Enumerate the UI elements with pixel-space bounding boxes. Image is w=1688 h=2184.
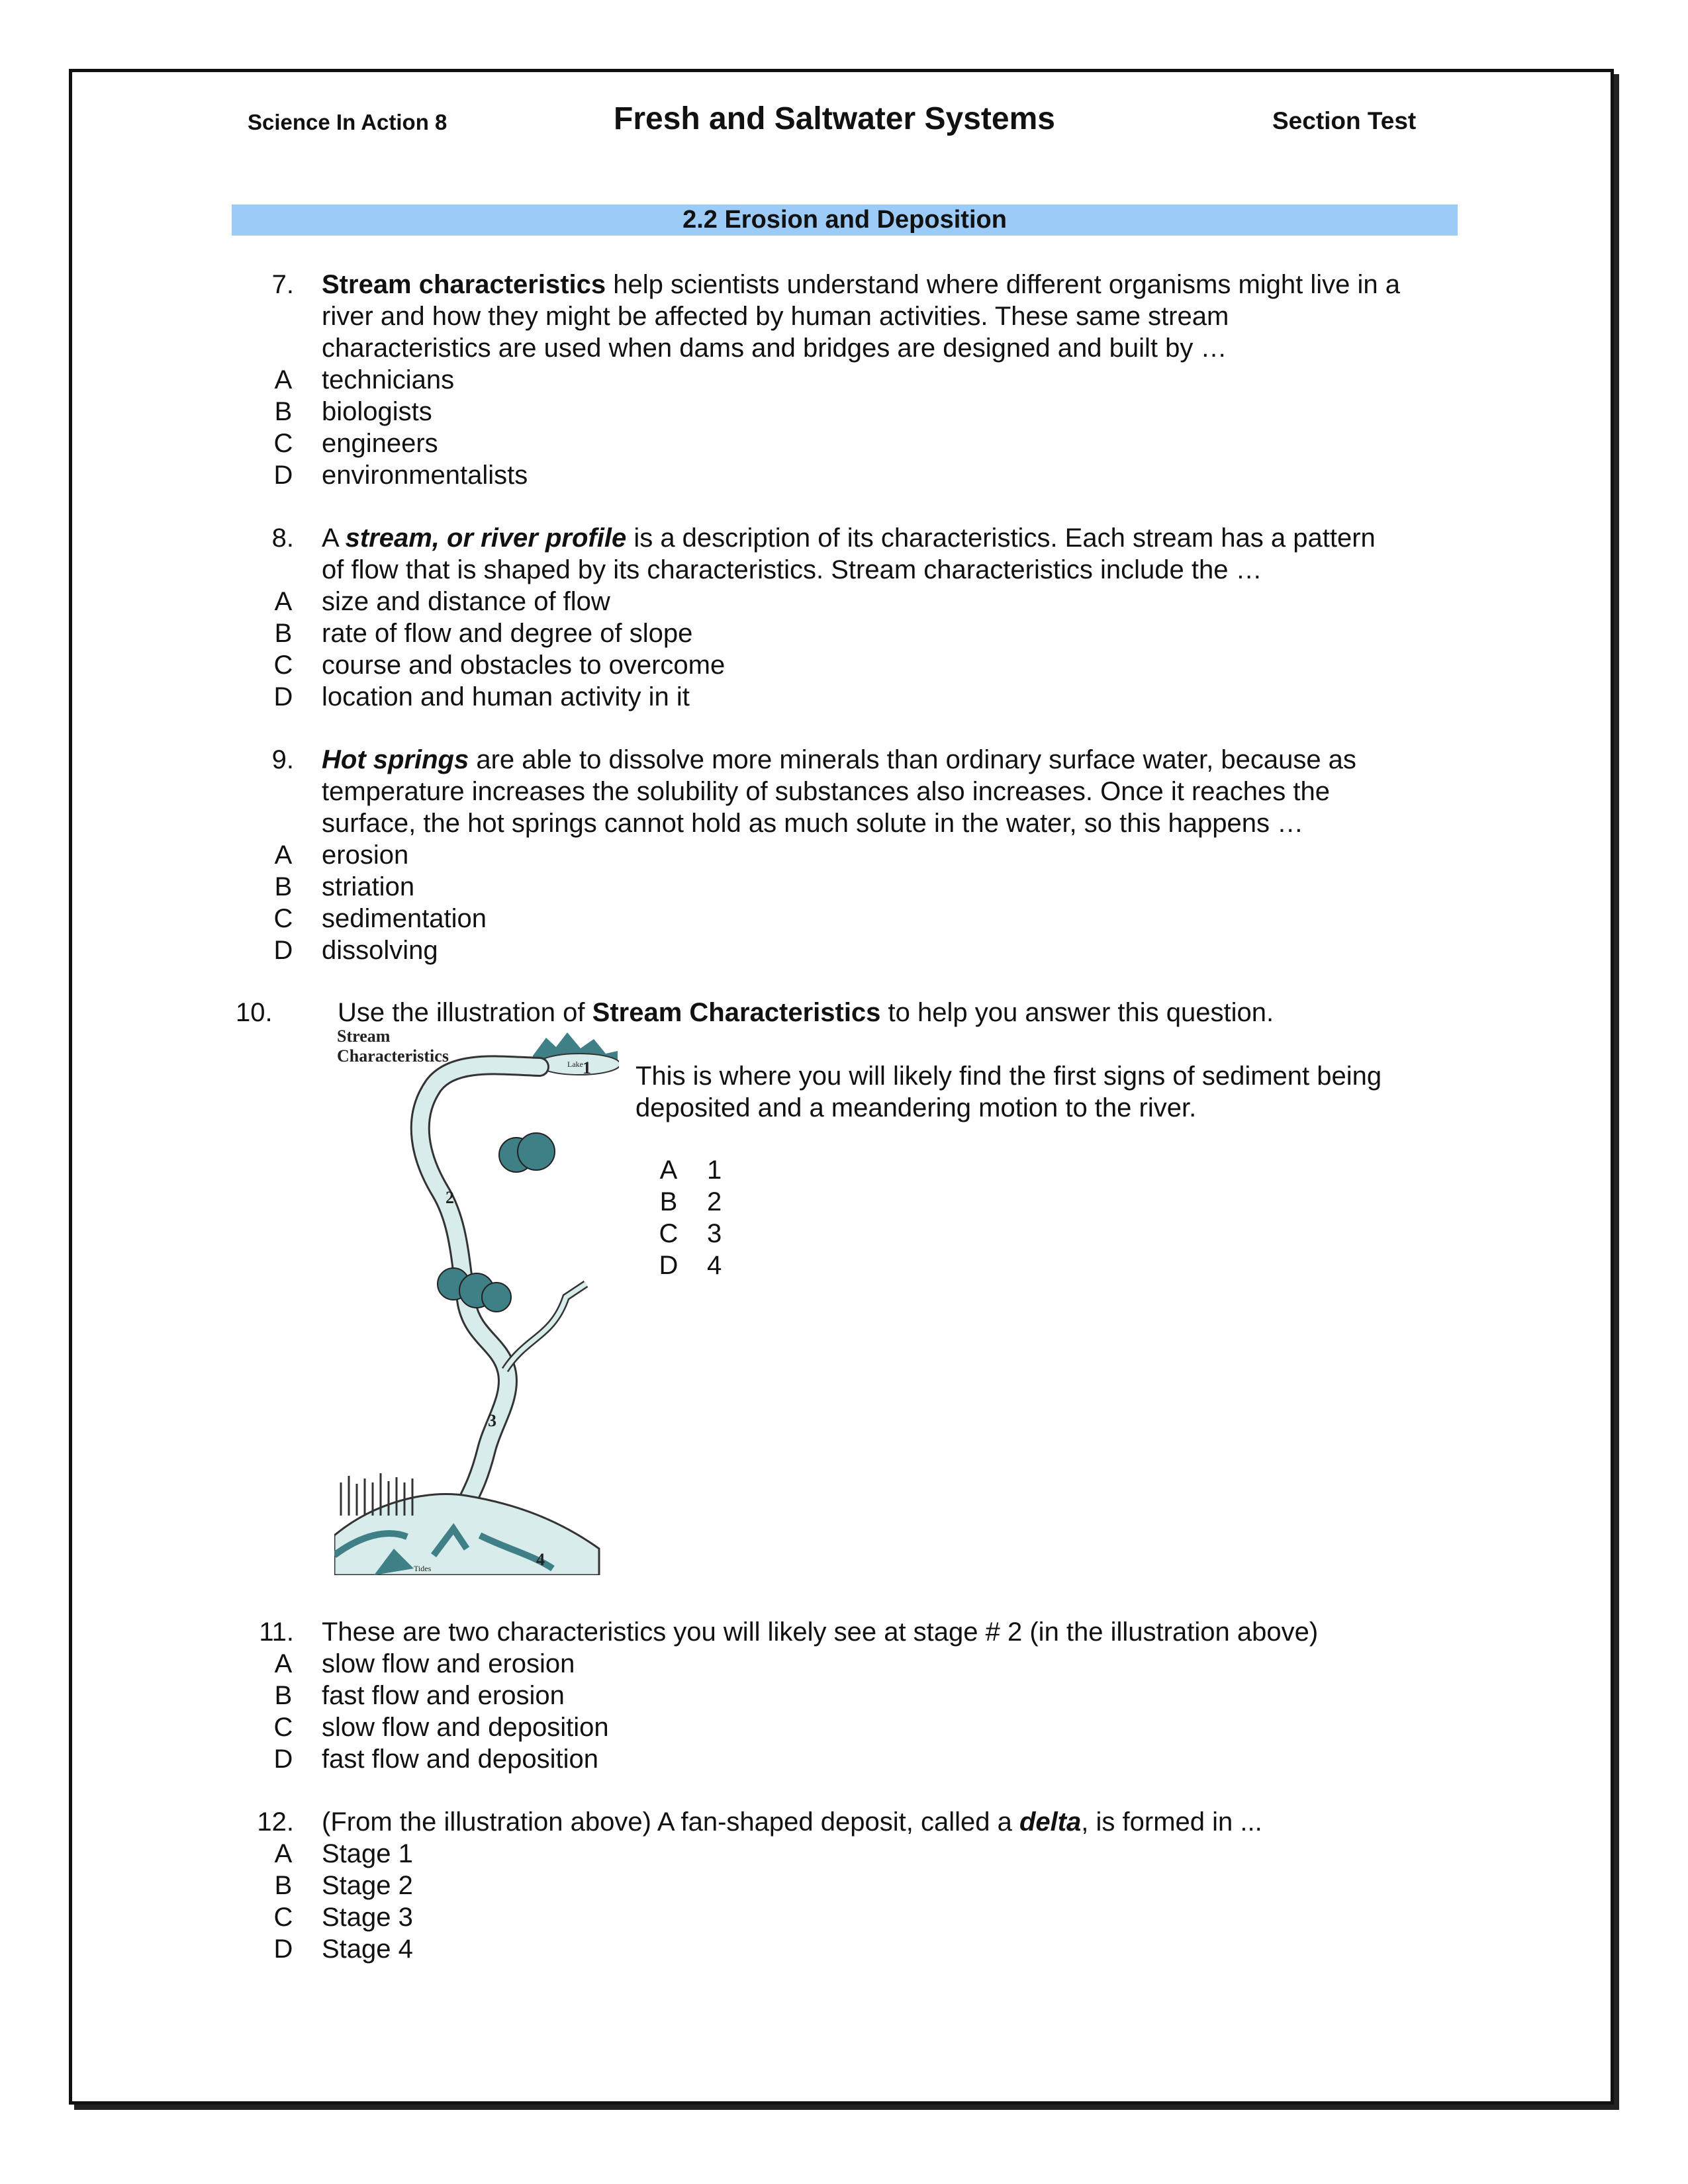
option-letter: C [273,1713,293,1742]
option-letter: C [273,429,293,458]
question-text: temperature increases the solubility of substances also increases. Once it reaches the [322,777,1331,806]
question-text: is a description of its characteristics. Each stream has a pattern [626,523,1376,553]
figure-title: Stream [337,1026,391,1046]
option-text[interactable]: rate of flow and degree of slope [322,619,693,648]
test-type: Section Test [1272,107,1417,134]
option-text[interactable]: Stage 3 [322,1903,413,1932]
option-letter: A [274,841,293,870]
option-letter: C [273,904,293,933]
option-letter: C [273,651,293,680]
option-letter: D [273,682,293,711]
option-text[interactable]: biologists [322,397,432,426]
question-text: to help you answer this question. [880,998,1274,1027]
option-letter: C [659,1219,679,1248]
option-text[interactable]: erosion [322,841,409,870]
option-letter: C [273,1903,293,1932]
option-letter: B [274,872,293,901]
option-text[interactable]: striation [322,872,415,901]
question-keyword: stream, or river profile [345,523,627,553]
option-text[interactable]: fast flow and erosion [322,1681,565,1710]
option-text[interactable]: size and distance of flow [322,587,610,616]
question-keyword: Hot springs [322,745,469,774]
option-letter: A [274,587,293,616]
option-text[interactable]: engineers [322,429,438,458]
section-title: 2.2 Erosion and Deposition [232,205,1458,236]
option-text[interactable]: sedimentation [322,904,487,933]
option-text[interactable]: slow flow and deposition [322,1713,609,1742]
question-text: river and how they might be affected by human activities. These same stream [322,302,1229,331]
option-letter: B [274,1871,293,1900]
option-text[interactable]: 4 [707,1251,722,1280]
option-letter: B [659,1187,678,1216]
question-keyword: Stream characteristics [322,270,606,299]
option-letter: A [659,1156,678,1185]
question-stem [322,269,1400,300]
option-letter: D [273,461,293,490]
question-text: are able to dissolve more minerals than ordinary surface water, because as [469,745,1356,774]
question-number: 7. [271,270,294,299]
question-keyword: delta [1019,1807,1082,1837]
question-stem [322,1806,1262,1838]
option-text[interactable]: Stage 2 [322,1871,413,1900]
option-letter: D [659,1251,679,1280]
option-text[interactable]: location and human activity in it [322,682,690,711]
question-text: characteristics are used when dams and bridges are designed and built by … [322,334,1227,363]
option-text[interactable]: 1 [707,1156,722,1185]
figure-title: Characteristics [337,1046,449,1066]
stream-characteristics-illustration [334,1026,619,1575]
question-text: Use the illustration of [338,998,592,1027]
option-letter: D [273,1745,293,1774]
question-keyword: Stream Characteristics [592,998,881,1027]
tides-label: Tides [414,1564,432,1573]
tributary-water [505,1284,586,1370]
stage-label: 4 [536,1550,545,1569]
option-text[interactable]: Stage 1 [322,1839,413,1868]
question-text: (From the illustration above) A fan-shaped deposit, called a [322,1807,1019,1837]
question-number: 11. [259,1617,294,1647]
question-number: 9. [271,745,294,774]
option-text[interactable]: 2 [707,1187,722,1216]
option-text[interactable]: course and obstacles to overcome [322,651,726,680]
question-number: 12. [257,1807,294,1837]
question-text: surface, the hot springs cannot hold as much solute in the water, so this happens … [322,809,1304,838]
question-text: of flow that is shaped by its characteristics. Stream characteristics include the … [322,555,1262,584]
option-letter: B [274,1681,293,1710]
option-letter: D [273,936,293,965]
question-number: 8. [271,523,294,553]
option-text[interactable]: Stage 4 [322,1934,413,1964]
option-text[interactable]: environmentalists [322,461,528,490]
stage-label: 1 [583,1058,591,1077]
stage-label: 2 [445,1188,454,1207]
stage-label: 3 [488,1411,496,1430]
option-letter: A [274,365,293,394]
option-text[interactable]: technicians [322,365,455,394]
question-text: These are two characteristics you will likely see at stage # 2 (in the illustration above) [322,1617,1319,1647]
option-text[interactable]: 3 [707,1219,722,1248]
question-text: This is where you will likely find the first signs of sediment being [635,1062,1382,1091]
option-letter: B [274,619,293,648]
option-letter: A [274,1839,293,1868]
option-letter: A [274,1649,293,1678]
course-name: Science In Action 8 [248,110,447,134]
option-letter: B [274,397,293,426]
question-text: deposited and a meandering motion to the river. [635,1093,1197,1122]
unit-title: Fresh and Saltwater Systems [614,101,1055,136]
option-letter: D [273,1934,293,1964]
option-text[interactable]: dissolving [322,936,438,965]
option-text[interactable]: fast flow and deposition [322,1745,599,1774]
lake-label: Lake [567,1060,583,1069]
question-text: , is formed in ... [1081,1807,1262,1837]
option-text[interactable]: slow flow and erosion [322,1649,575,1678]
question-stem [338,997,1274,1028]
question-text: help scientists understand where different organisms might live in a [606,270,1401,299]
question-number: 10. [236,998,273,1027]
question-stem [322,744,1356,776]
question-stem [322,522,1376,554]
question-text: A [322,523,346,553]
